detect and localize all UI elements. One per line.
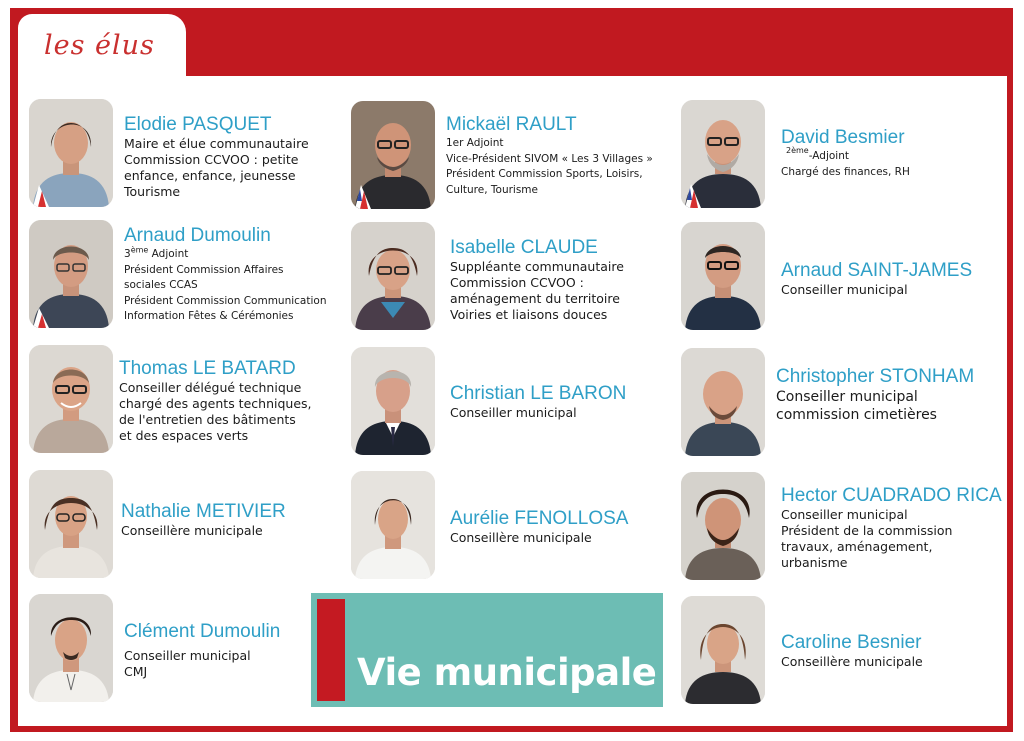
elu-role: Vice-Président SIVOM « Les 3 Villages » bbox=[446, 152, 653, 165]
rank-label: -Adjoint bbox=[808, 150, 849, 162]
elu-info bbox=[124, 225, 326, 325]
elu-role: Commission CCVOO : petite bbox=[124, 152, 299, 167]
elu-role: Suppléante communautaire bbox=[450, 259, 624, 274]
elu-name: Christopher STONHAM bbox=[776, 366, 975, 387]
elu-role: Chargé des finances, RH bbox=[781, 165, 910, 178]
elu-role: Tourisme bbox=[124, 184, 181, 199]
elu-role: urbanisme bbox=[781, 555, 848, 570]
elu-name: Christian LE BARON bbox=[450, 383, 627, 404]
elu-rank bbox=[781, 146, 910, 165]
elu-info bbox=[119, 358, 312, 444]
portrait-photo bbox=[29, 99, 113, 207]
elu-role: Président Commission Affaires bbox=[124, 263, 284, 276]
elu-info bbox=[446, 114, 653, 198]
elu-role: enfance, enfance, jeunesse bbox=[124, 168, 296, 183]
portrait-photo bbox=[681, 348, 765, 456]
elu-role: chargé des agents techniques, bbox=[119, 396, 312, 411]
elu-role: CMJ bbox=[124, 664, 148, 679]
elu-role: de l'entretien des bâtiments bbox=[119, 412, 296, 427]
elu-role: Conseiller municipal bbox=[781, 507, 908, 522]
portrait-photo bbox=[351, 471, 435, 579]
portrait-photo bbox=[351, 222, 435, 330]
portrait-photo bbox=[351, 101, 435, 209]
elu-info bbox=[781, 632, 923, 670]
elu-role: Conseiller municipal bbox=[781, 282, 908, 297]
elu-name: Mickaël RAULT bbox=[446, 114, 577, 135]
elu-info bbox=[450, 237, 624, 323]
elu-role: Président Commission Communication bbox=[124, 294, 327, 307]
portrait-photo bbox=[681, 222, 765, 330]
elu-info bbox=[124, 621, 280, 680]
portrait-photo bbox=[681, 472, 765, 580]
elu-role: Conseiller municipal bbox=[776, 389, 918, 405]
elu-role: Conseillère municipale bbox=[781, 654, 923, 669]
elu-role: Conseillère municipale bbox=[121, 523, 263, 538]
portrait-photo bbox=[681, 100, 765, 208]
banner-title: Vie municipale bbox=[357, 651, 657, 694]
elu-role: commission cimetières bbox=[776, 407, 937, 423]
elu-role: Président Commission Sports, Loisirs, bbox=[446, 168, 643, 180]
banner-accent-bar bbox=[317, 599, 345, 701]
elu-info bbox=[121, 501, 286, 539]
elu-name: Caroline Besnier bbox=[781, 632, 922, 653]
elu-role: aménagement du territoire bbox=[450, 291, 620, 306]
elu-name: Thomas LE BATARD bbox=[119, 358, 296, 379]
elu-rank bbox=[124, 247, 326, 263]
rank-label: Adjoint bbox=[148, 248, 189, 260]
elu-role: Président de la commission bbox=[781, 523, 953, 538]
elu-name: Elodie PASQUET bbox=[124, 114, 272, 135]
elu-name: David Besmier bbox=[781, 127, 905, 148]
elu-name: Nathalie METIVIER bbox=[121, 501, 286, 522]
elu-role: Voiries et liaisons douces bbox=[450, 307, 608, 322]
portrait-photo bbox=[681, 596, 765, 704]
elu-info bbox=[776, 366, 974, 424]
elu-info bbox=[781, 485, 1002, 571]
portrait-photo bbox=[29, 594, 113, 702]
elu-role: Culture, Tourisme bbox=[446, 183, 538, 196]
elu-role: 1er Adjoint bbox=[446, 137, 504, 149]
elu-name: Arnaud Dumoulin bbox=[124, 225, 271, 246]
vie-municipale-banner bbox=[311, 593, 663, 707]
rank-superscript: 2ème bbox=[786, 146, 809, 155]
elu-role: Conseiller municipal bbox=[124, 648, 251, 663]
elu-name: Hector CUADRADO RICA bbox=[781, 485, 1002, 506]
rank-superscript: ème bbox=[130, 245, 149, 255]
elu-role: Conseillère municipale bbox=[450, 530, 592, 545]
portrait-photo bbox=[29, 345, 113, 453]
elu-role: Maire et élue communautaire bbox=[124, 136, 309, 151]
page-title: les élus bbox=[44, 30, 155, 61]
elu-info bbox=[781, 260, 972, 298]
portrait-photo bbox=[29, 220, 113, 328]
elu-role: Conseiller délégué technique bbox=[119, 380, 302, 395]
elu-name: Clément Dumoulin bbox=[124, 621, 281, 642]
elu-role: Conseiller municipal bbox=[450, 405, 577, 420]
elu-role: travaux, aménagement, bbox=[781, 539, 933, 554]
elu-name: Arnaud SAINT-JAMES bbox=[781, 260, 973, 281]
elu-role: et des espaces verts bbox=[119, 428, 249, 443]
elu-name: Isabelle CLAUDE bbox=[450, 237, 598, 258]
rank-number: 3 bbox=[124, 248, 131, 260]
elu-info bbox=[781, 127, 910, 180]
elu-info bbox=[124, 114, 309, 200]
elu-role: sociales CCAS bbox=[124, 279, 198, 291]
elu-info bbox=[450, 508, 628, 546]
elu-name: Aurélie FENOLLOSA bbox=[450, 508, 629, 529]
elu-role: Information Fêtes & Cérémonies bbox=[124, 310, 294, 322]
elu-info bbox=[450, 383, 626, 421]
elu-role: Commission CCVOO : bbox=[450, 275, 584, 290]
portrait-photo bbox=[29, 470, 113, 578]
portrait-photo bbox=[351, 347, 435, 455]
